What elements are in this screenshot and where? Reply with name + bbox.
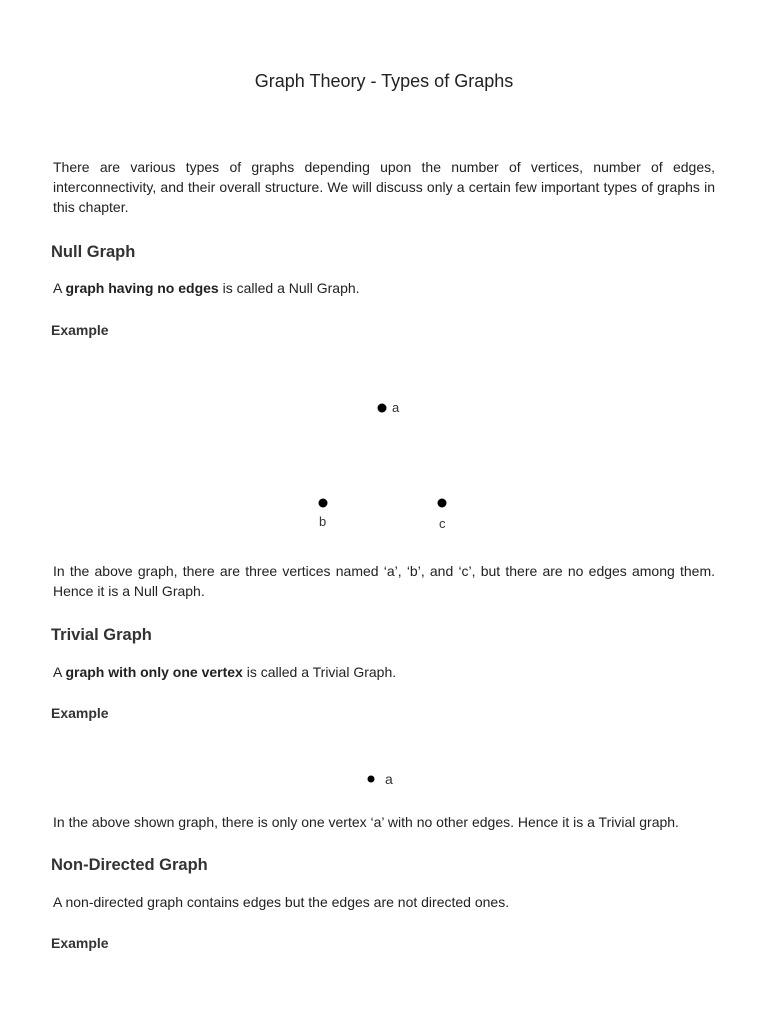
- null-graph-example-label: Example: [51, 322, 109, 338]
- vertex-label-b: b: [319, 514, 327, 529]
- definition-suffix: is called a Null Graph.: [218, 280, 360, 296]
- null-graph-figure: [300, 390, 470, 535]
- intro-paragraph: There are various types of graphs depending upon the number of vertices, number of edges, interconnectivity, and their overall structure. We will discuss only a certain few important types of graphs in this chapter.: [53, 159, 715, 215]
- vertex-a: [378, 404, 387, 413]
- null-graph-heading: Null Graph: [51, 243, 136, 261]
- definition-suffix: is called a Trivial Graph.: [242, 664, 397, 680]
- vertex-label-c: c: [439, 516, 446, 531]
- null-graph-definition: [53, 278, 360, 298]
- vertex-b: [319, 499, 328, 508]
- page-title: Graph Theory - Types of Graphs: [254, 71, 514, 91]
- trivial-graph-definition: [53, 662, 396, 682]
- definition-prefix: A: [53, 664, 66, 680]
- trivial-graph-heading: Trivial Graph: [51, 626, 152, 644]
- trivial-graph-example-label: Example: [51, 705, 109, 721]
- definition-bold: graph with only one vertex: [65, 664, 243, 680]
- vertex-c: [438, 499, 447, 508]
- non-directed-graph-definition: A non-directed graph contains edges but the edges are not directed ones.: [53, 894, 510, 910]
- trivial-graph-figure: [355, 766, 405, 792]
- vertex-a: [368, 776, 375, 783]
- non-directed-graph-heading: Non-Directed Graph: [51, 856, 208, 874]
- definition-bold: graph having no edges: [65, 280, 219, 296]
- vertex-label-a: a: [392, 400, 400, 415]
- non-directed-graph-example-label: Example: [51, 935, 109, 951]
- definition-prefix: A: [53, 280, 66, 296]
- trivial-graph-explanation: In the above shown graph, there is only one vertex ‘a’ with no other edges. Hence it is a Trivial graph.: [53, 814, 679, 830]
- null-graph-explanation: In the above graph, there are three vertices named ‘a’, ‘b’, and ‘c’, but there are no edges among them. Hence it is a Null Graph.: [53, 563, 715, 599]
- vertex-label-a: a: [385, 771, 393, 787]
